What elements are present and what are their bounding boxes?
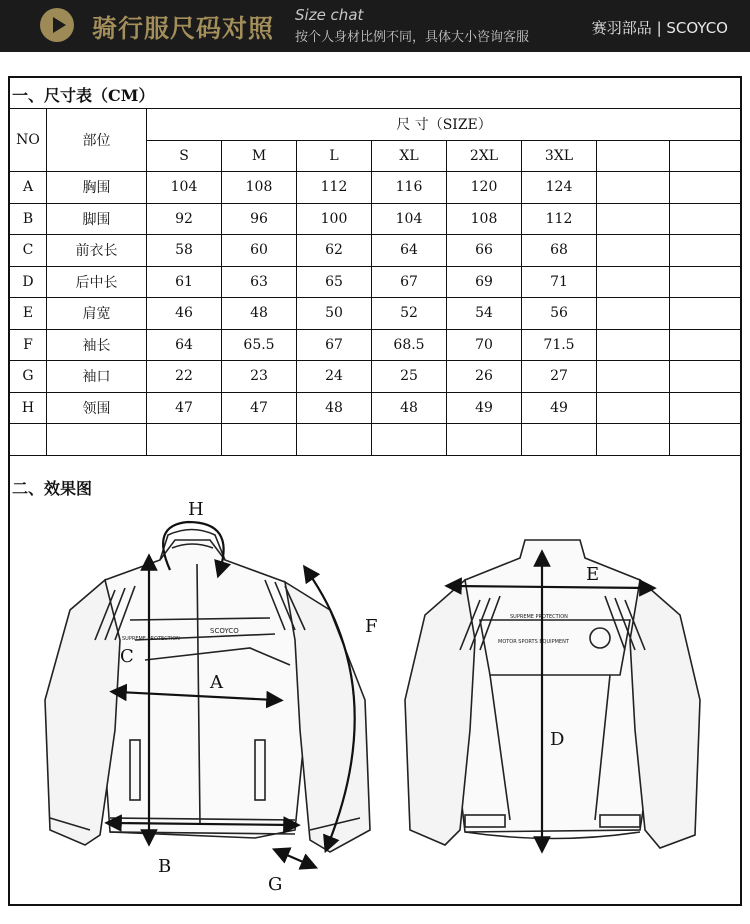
label-d: D	[550, 729, 565, 750]
header-bar	[0, 0, 750, 52]
empty-cell	[670, 329, 742, 361]
size-value: 71.5	[522, 329, 597, 361]
label-a: A	[210, 672, 223, 693]
row-code: D	[10, 266, 47, 298]
size-value: 68.5	[372, 329, 447, 361]
table-row	[10, 329, 742, 361]
size-value: 116	[372, 172, 447, 204]
empty-cell	[597, 424, 670, 456]
subtitle-english: Size chat	[295, 6, 364, 24]
header-no: NO	[10, 109, 47, 172]
empty-cell	[670, 361, 742, 393]
size-value: 47	[222, 392, 297, 424]
size-value: 108	[447, 203, 522, 235]
row-part: 后中长	[47, 266, 147, 298]
size-label: XL	[372, 140, 447, 172]
size-value: 68	[522, 235, 597, 267]
size-value: 104	[372, 203, 447, 235]
row-part: 胸围	[47, 172, 147, 204]
empty-cell	[10, 424, 47, 456]
empty-cell	[670, 392, 742, 424]
row-part: 领围	[47, 392, 147, 424]
size-label: M	[222, 140, 297, 172]
size-label: S	[147, 140, 222, 172]
front-chest-brand: SCOYCO	[210, 627, 239, 635]
empty-cell	[597, 235, 670, 267]
size-table	[9, 108, 742, 456]
section-size-table-title: 一、尺寸表（CM）	[12, 86, 155, 105]
row-code: G	[10, 361, 47, 393]
label-c: C	[120, 646, 134, 667]
size-value: 65.5	[222, 329, 297, 361]
empty-cell	[522, 424, 597, 456]
row-part: 肩宽	[47, 298, 147, 330]
size-value: 62	[297, 235, 372, 267]
header-part: 部位	[47, 109, 147, 172]
size-value: 47	[147, 392, 222, 424]
size-value: 92	[147, 203, 222, 235]
size-value: 49	[522, 392, 597, 424]
row-part: 脚围	[47, 203, 147, 235]
size-value: 112	[297, 172, 372, 204]
size-value: 96	[222, 203, 297, 235]
table-row	[10, 298, 742, 330]
empty-cell	[670, 203, 742, 235]
back-sub-slogan: MOTOR SPORTS EQUIPMENT	[498, 639, 569, 645]
size-value: 56	[522, 298, 597, 330]
size-value: 48	[297, 392, 372, 424]
size-value: 23	[222, 361, 297, 393]
row-code: H	[10, 392, 47, 424]
empty-cell	[597, 203, 670, 235]
page-title: 骑行服尺码对照	[92, 14, 275, 43]
size-value: 22	[147, 361, 222, 393]
play-icon	[40, 8, 74, 42]
size-value: 104	[147, 172, 222, 204]
empty-cell	[670, 266, 742, 298]
empty-cell	[147, 424, 222, 456]
label-f: F	[365, 616, 378, 637]
empty-cell	[597, 361, 670, 393]
label-h: H	[188, 500, 204, 520]
row-code: F	[10, 329, 47, 361]
size-value: 71	[522, 266, 597, 298]
size-value: 108	[222, 172, 297, 204]
measure-g	[280, 852, 310, 865]
size-value: 69	[447, 266, 522, 298]
table-row	[10, 235, 742, 267]
size-value: 124	[522, 172, 597, 204]
empty-cell	[597, 266, 670, 298]
size-value: 48	[222, 298, 297, 330]
size-value: 67	[372, 266, 447, 298]
label-g: G	[268, 874, 283, 895]
jacket-diagram	[10, 500, 740, 904]
size-value: 27	[522, 361, 597, 393]
section-diagram-title: 二、效果图	[12, 479, 93, 498]
row-code: E	[10, 298, 47, 330]
size-value: 48	[372, 392, 447, 424]
empty-cell	[222, 424, 297, 456]
row-part: 前衣长	[47, 235, 147, 267]
table-row	[10, 266, 742, 298]
front-chest-slogan: SUPREME PROTECTION	[122, 636, 180, 642]
size-value: 50	[297, 298, 372, 330]
size-value: 52	[372, 298, 447, 330]
size-value: 63	[222, 266, 297, 298]
size-value: 54	[447, 298, 522, 330]
size-value: 26	[447, 361, 522, 393]
row-code: C	[10, 235, 47, 267]
subtitle-chinese: 按个人身材比例不同，具体大小咨询客服	[295, 30, 530, 45]
row-code: A	[10, 172, 47, 204]
size-value: 65	[297, 266, 372, 298]
row-part: 袖长	[47, 329, 147, 361]
empty-cell	[670, 424, 742, 456]
size-value: 60	[222, 235, 297, 267]
empty-cell	[597, 329, 670, 361]
size-value: 66	[447, 235, 522, 267]
size-value: 24	[297, 361, 372, 393]
label-b: B	[158, 856, 172, 877]
size-value: 58	[147, 235, 222, 267]
header-size: 尺 寸（SIZE）	[147, 109, 742, 141]
size-value: 25	[372, 361, 447, 393]
empty-cell	[597, 172, 670, 204]
empty-cell	[597, 298, 670, 330]
empty-cell	[447, 424, 522, 456]
table-row	[10, 172, 742, 204]
empty-cell	[670, 172, 742, 204]
size-value: 61	[147, 266, 222, 298]
empty-cell	[597, 140, 670, 172]
label-e: E	[586, 564, 600, 585]
size-value: 67	[297, 329, 372, 361]
size-label: L	[297, 140, 372, 172]
size-value: 64	[372, 235, 447, 267]
size-label: 3XL	[522, 140, 597, 172]
row-part: 袖口	[47, 361, 147, 393]
size-value: 49	[447, 392, 522, 424]
table-row	[10, 392, 742, 424]
brand-label: 赛羽部品 | SCOYCO	[591, 19, 728, 37]
empty-cell	[47, 424, 147, 456]
empty-cell	[670, 298, 742, 330]
size-value: 112	[522, 203, 597, 235]
table-row	[10, 361, 742, 393]
size-value: 100	[297, 203, 372, 235]
size-value: 46	[147, 298, 222, 330]
row-code: B	[10, 203, 47, 235]
empty-cell	[372, 424, 447, 456]
size-value: 120	[447, 172, 522, 204]
empty-cell	[597, 392, 670, 424]
empty-cell	[670, 140, 742, 172]
size-value: 64	[147, 329, 222, 361]
front-jacket	[45, 530, 370, 853]
size-label: 2XL	[447, 140, 522, 172]
table-row	[10, 203, 742, 235]
size-value: 70	[447, 329, 522, 361]
empty-cell	[670, 235, 742, 267]
back-slogan: SUPREME PROTECTION	[510, 614, 568, 620]
empty-cell	[297, 424, 372, 456]
